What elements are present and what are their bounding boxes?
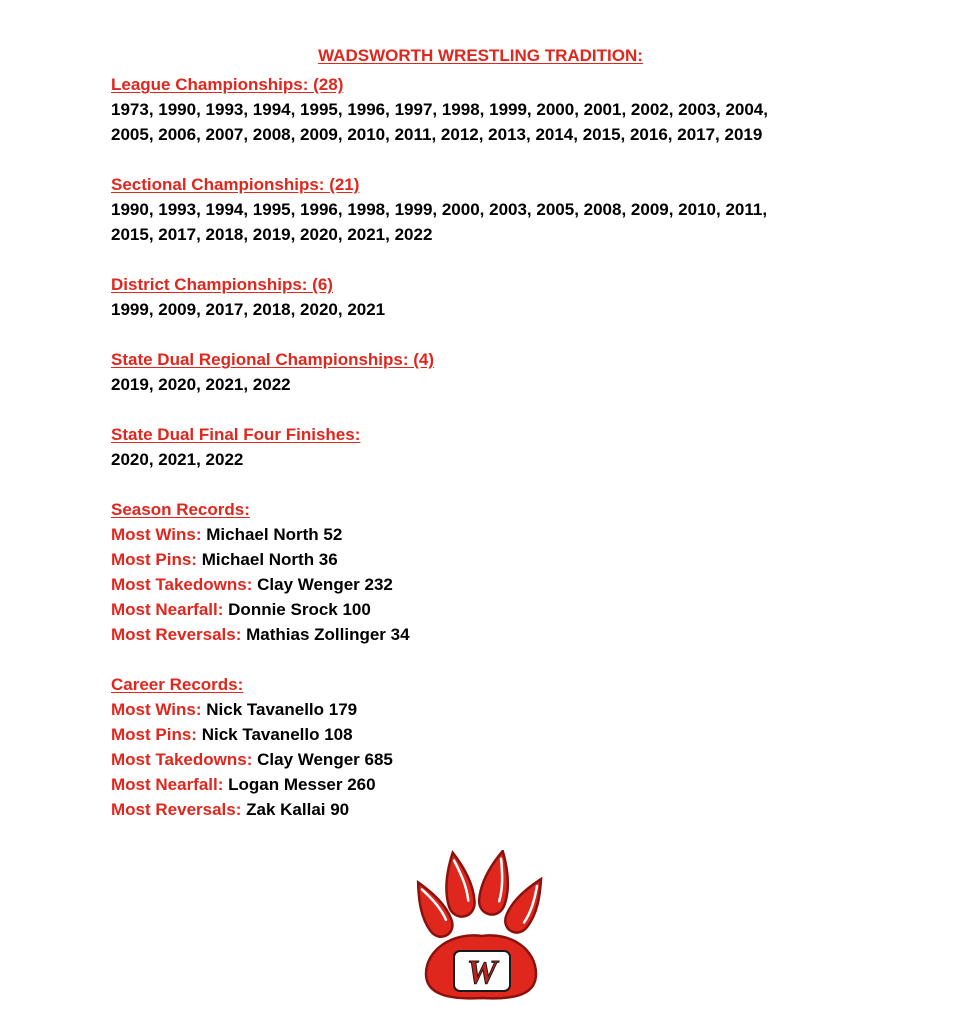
logo-letter: W bbox=[466, 954, 498, 991]
years-line: 1973, 1990, 1993, 1994, 1995, 1996, 1997, 1998, 1999, 2000, 2001, 2002, 2003, 2004, bbox=[111, 100, 768, 119]
record-label: Most Pins: bbox=[111, 725, 197, 744]
years-line: 1999, 2009, 2017, 2018, 2020, 2021 bbox=[111, 300, 386, 319]
record-value: Zak Kallai 90 bbox=[246, 800, 350, 819]
record-label: Most Takedowns: bbox=[111, 575, 253, 594]
bear-paw-w-logo bbox=[412, 850, 552, 1002]
district-championships-section bbox=[111, 272, 871, 322]
section-heading: District Championships: (6) bbox=[111, 275, 333, 294]
record-value: Clay Wenger 232 bbox=[257, 575, 393, 594]
record-row bbox=[111, 597, 871, 622]
record-row bbox=[111, 772, 871, 797]
record-row bbox=[111, 572, 871, 597]
season-records-section bbox=[111, 497, 871, 647]
years-line: 1990, 1993, 1994, 1995, 1996, 1998, 1999, 2000, 2003, 2005, 2008, 2009, 2010, 2011, bbox=[111, 200, 768, 219]
record-value: Clay Wenger 685 bbox=[257, 750, 393, 769]
record-label: Most Wins: bbox=[111, 525, 202, 544]
record-label: Most Takedowns: bbox=[111, 750, 253, 769]
record-value: Nick Tavanello 179 bbox=[206, 700, 358, 719]
record-label: Most Nearfall: bbox=[111, 600, 224, 619]
record-row bbox=[111, 622, 871, 647]
record-value: Mathias Zollinger 34 bbox=[246, 625, 410, 644]
record-value: Michael North 52 bbox=[206, 525, 343, 544]
record-value: Donnie Srock 100 bbox=[228, 600, 371, 619]
record-label: Most Reversals: bbox=[111, 800, 242, 819]
state-dual-regional-section bbox=[111, 347, 871, 397]
section-heading: State Dual Final Four Finishes: bbox=[111, 425, 361, 444]
record-row bbox=[111, 547, 871, 572]
record-row bbox=[111, 797, 871, 822]
section-heading: Sectional Championships: (21) bbox=[111, 175, 360, 194]
record-label: Most Reversals: bbox=[111, 625, 242, 644]
section-heading: State Dual Regional Championships: (4) bbox=[111, 350, 435, 369]
record-label: Most Nearfall: bbox=[111, 775, 224, 794]
record-row bbox=[111, 697, 871, 722]
record-label: Most Pins: bbox=[111, 550, 197, 569]
document-content bbox=[111, 72, 871, 822]
years-line: 2019, 2020, 2021, 2022 bbox=[111, 375, 291, 394]
section-heading: League Championships: (28) bbox=[111, 75, 344, 94]
record-value: Nick Tavanello 108 bbox=[201, 725, 353, 744]
years-line: 2015, 2017, 2018, 2019, 2020, 2021, 2022 bbox=[111, 225, 433, 244]
years-line: 2020, 2021, 2022 bbox=[111, 450, 244, 469]
record-row bbox=[111, 722, 871, 747]
years-line: 2005, 2006, 2007, 2008, 2009, 2010, 2011, 2012, 2013, 2014, 2015, 2016, 2017, 2019 bbox=[111, 125, 763, 144]
sectional-championships-section bbox=[111, 172, 871, 247]
record-label: Most Wins: bbox=[111, 700, 202, 719]
section-heading: Season Records: bbox=[111, 500, 250, 519]
section-heading: Career Records: bbox=[111, 675, 244, 694]
record-value: Logan Messer 260 bbox=[228, 775, 376, 794]
document-title: WADSWORTH WRESTLING TRADITION: bbox=[318, 46, 643, 65]
record-value: Michael North 36 bbox=[201, 550, 338, 569]
career-records-section bbox=[111, 672, 871, 822]
league-championships-section bbox=[111, 72, 871, 147]
record-row bbox=[111, 522, 871, 547]
state-dual-final-four-section bbox=[111, 422, 871, 472]
record-row bbox=[111, 747, 871, 772]
